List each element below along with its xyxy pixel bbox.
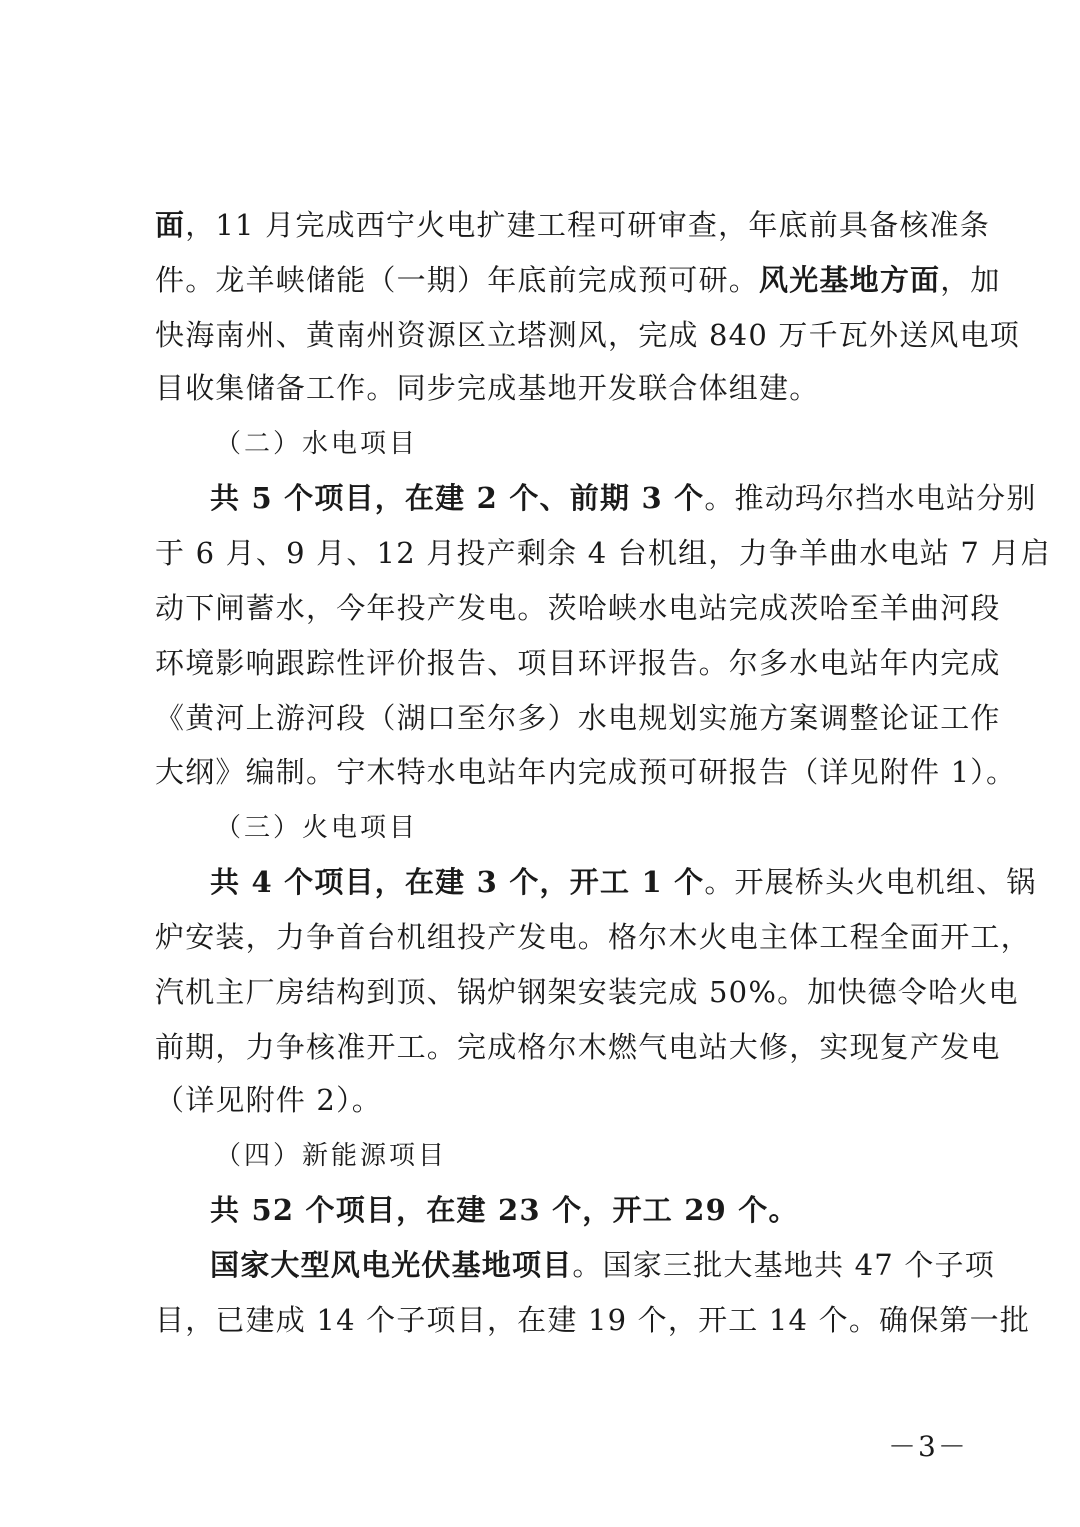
text: ，11 月完成西宁火电扩建工程可研审查，年底前具备核准条: [185, 208, 990, 242]
paragraph-line: 动下闸蓄水，今年投产发电。茨哈峡水电站完成茨哈至羊曲河段: [155, 591, 1001, 625]
section-heading-thermal: （三）火电项目: [215, 813, 419, 843]
paragraph-line: 环境影响跟踪性评价报告、项目环评报告。尔多水电站年内完成: [155, 646, 1001, 680]
bold-text: 共 52 个项目，在建 23 个，开工 29 个。: [210, 1193, 799, 1227]
page-number: －3－: [888, 1430, 968, 1463]
paragraph-line: 大纲》编制。宁木特水电站年内完成预可研报告（详见附件 1）。: [155, 755, 1017, 789]
paragraph-line: 汽机主厂房结构到顶、锅炉钢架安装完成 50%。加快德令哈火电: [155, 975, 1019, 1009]
paragraph-line: [210, 1245, 995, 1285]
paragraph-line: 快海南州、黄南州资源区立塔测风，完成 840 万千瓦外送风电项: [155, 318, 1020, 352]
text: 。国家三批大基地共 47 个子项: [572, 1248, 995, 1282]
paragraph-line: 目收集储备工作。同步完成基地开发联合体组建。: [155, 371, 820, 405]
paragraph-line: [155, 260, 1001, 300]
paragraph-line: 《黄河上游河段（湖口至尔多）水电规划实施方案调整论证工作: [155, 701, 1001, 735]
bold-text: 共 5 个项目，在建 2 个、前期 3 个: [210, 481, 705, 515]
paragraph-line: 目，已建成 14 个子项目，在建 19 个，开工 14 个。确保第一批: [155, 1303, 1031, 1337]
text: ，加: [940, 263, 1001, 297]
paragraph-line: [210, 478, 1037, 518]
paragraph-line: [155, 205, 990, 245]
paragraph-line: （详见附件 2）。: [155, 1083, 382, 1117]
paragraph-line: 炉安装，力争首台机组投产发电。格尔木火电主体工程全面开工，: [155, 920, 1031, 954]
paragraph-line: 前期，力争核准开工。完成格尔木燃气电站大修，实现复产发电: [155, 1030, 1001, 1064]
bold-text: 面: [155, 208, 186, 242]
paragraph-line: 于 6 月、9 月、12 月投产剩余 4 台机组，力争羊曲水电站 7 月启: [155, 536, 1051, 570]
paragraph-line: [210, 862, 1037, 902]
bold-text: 共 4 个项目，在建 3 个，开工 1 个: [210, 865, 705, 899]
section-heading-hydro: （二）水电项目: [215, 429, 419, 459]
bold-text: 风光基地方面: [759, 263, 941, 297]
bold-text: 国家大型风电光伏基地项目: [210, 1248, 573, 1282]
section-heading-new-energy: （四）新能源项目: [215, 1141, 448, 1171]
text: 。推动玛尔挡水电站分别: [704, 481, 1037, 515]
paragraph-line: [210, 1190, 955, 1230]
text: 件。龙羊峡储能（一期）年底前完成预可研。: [155, 263, 760, 297]
text: 。开展桥头火电机组、锅: [704, 865, 1037, 899]
